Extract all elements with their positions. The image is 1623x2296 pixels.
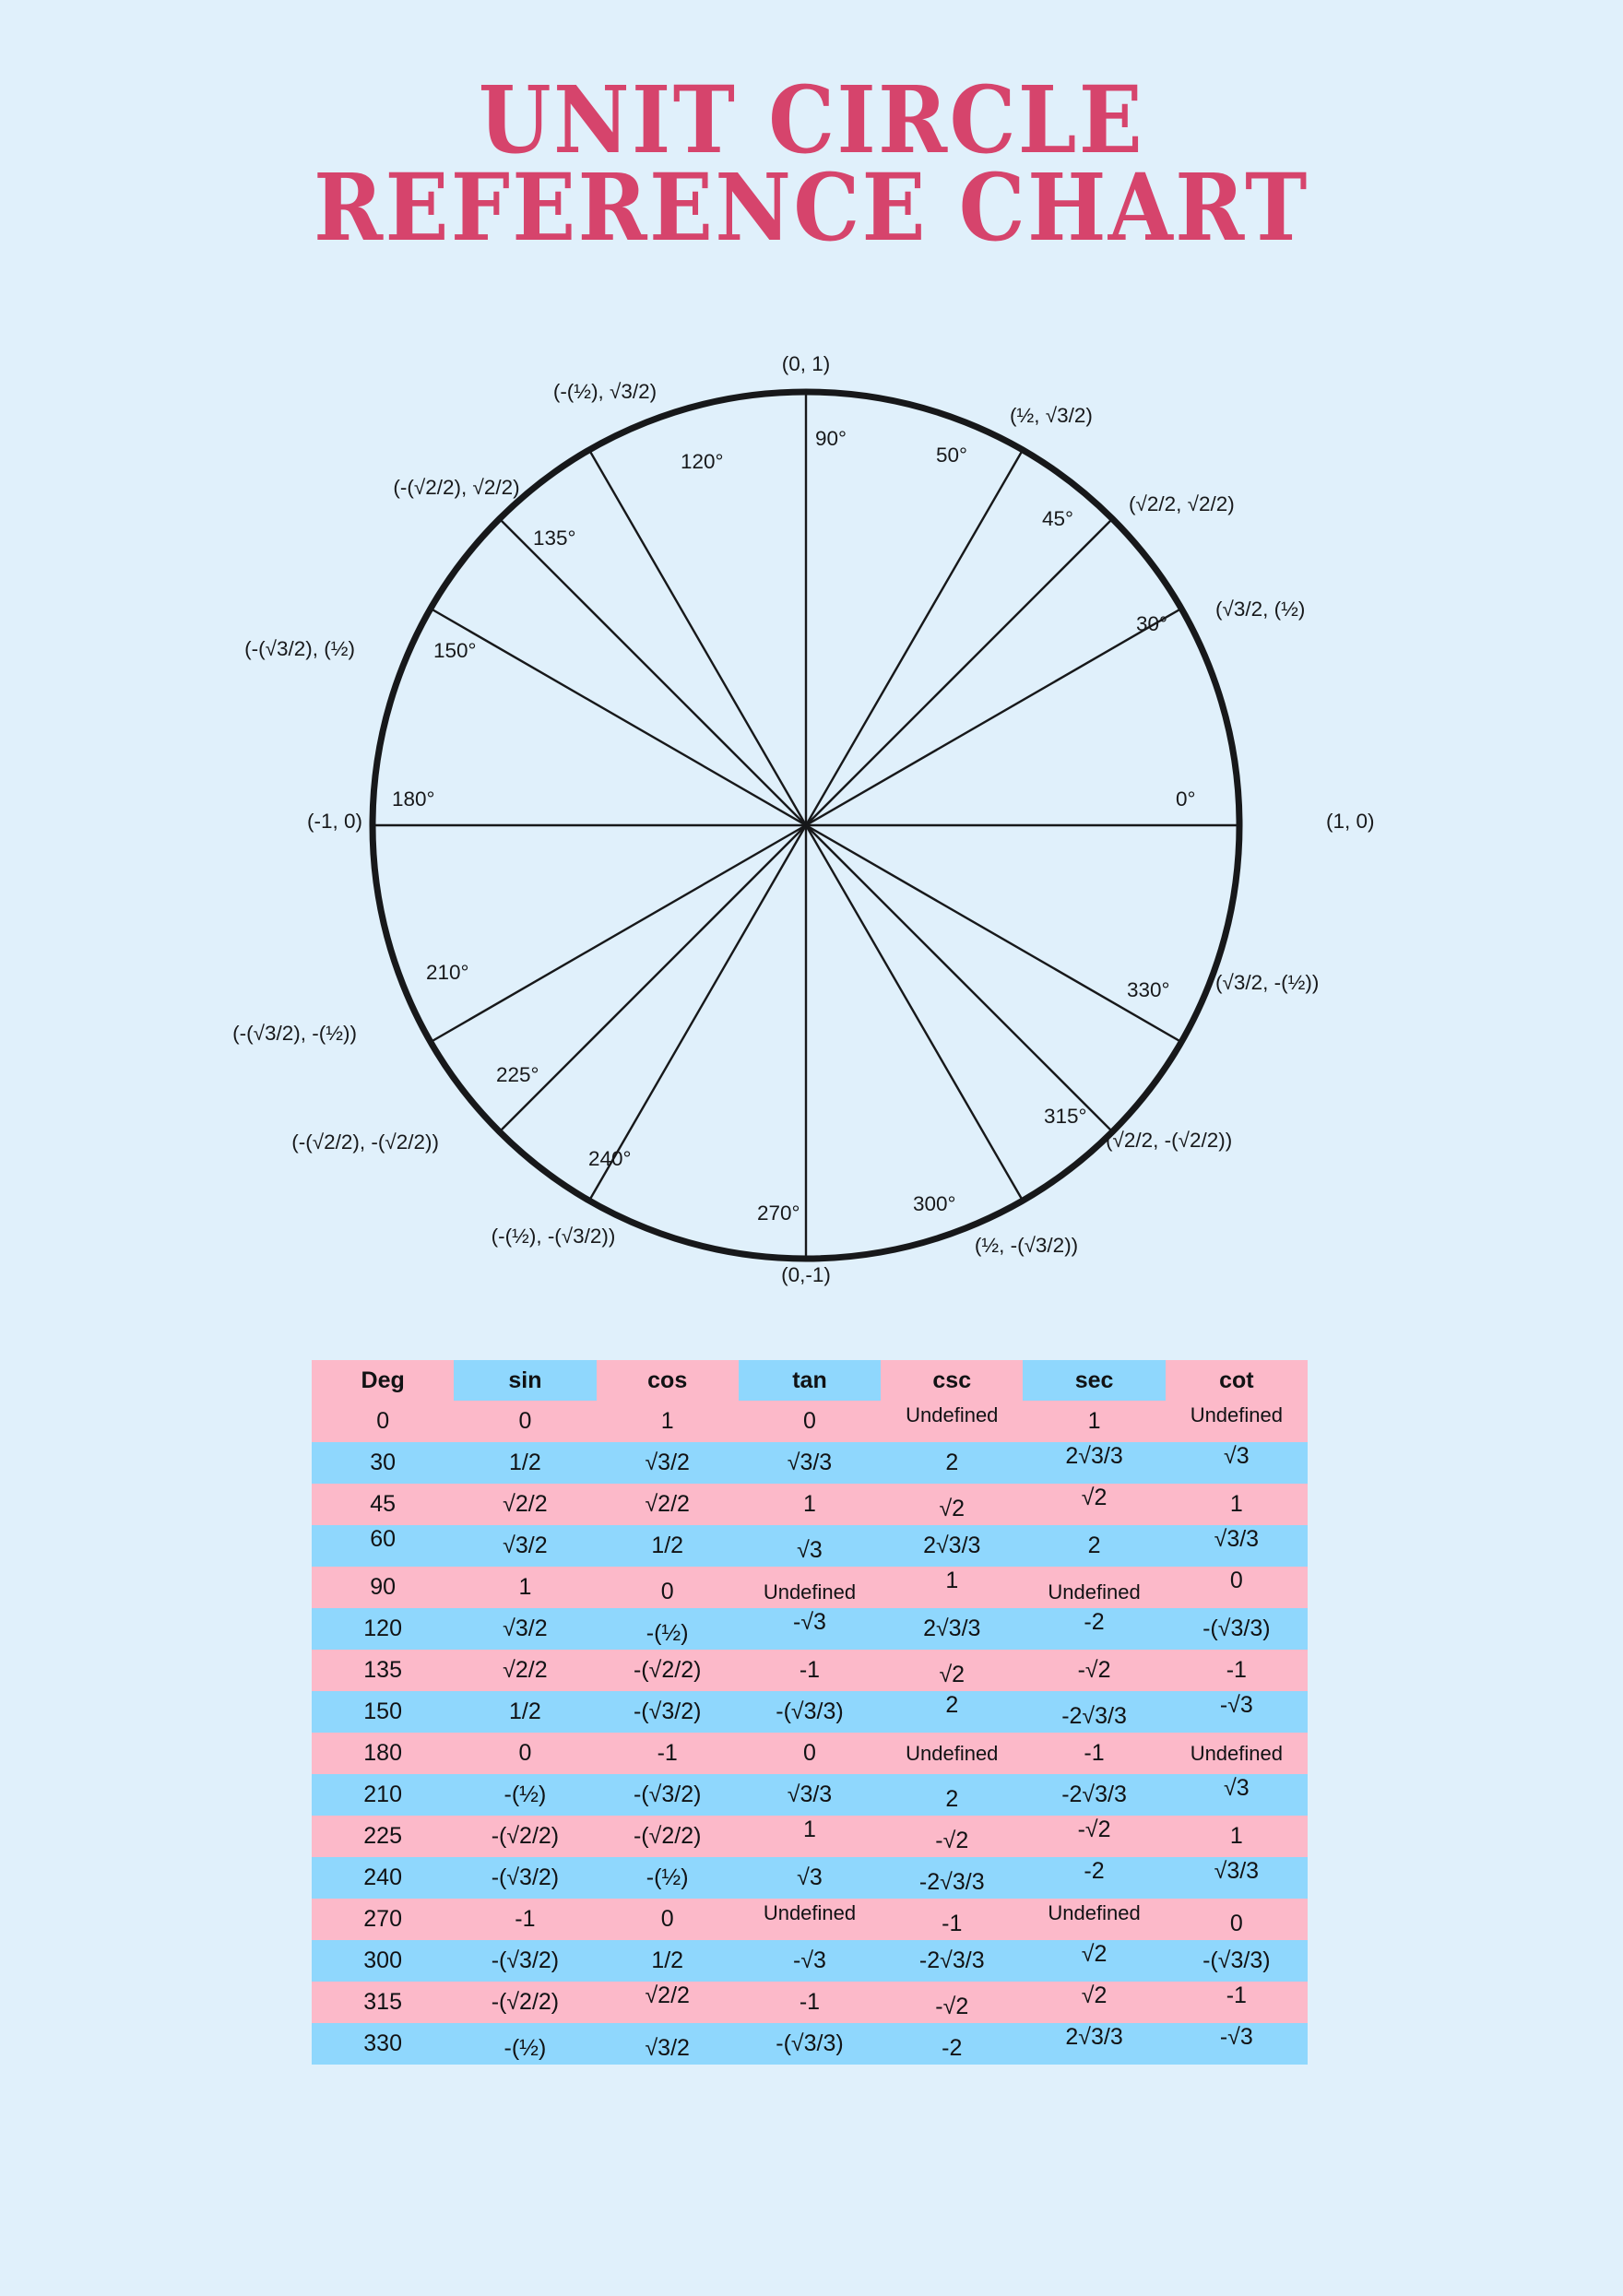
coordinate-label-30: (√3/2, (½) — [1215, 598, 1306, 621]
cell-sec-315 — [1023, 1982, 1165, 2023]
table-row — [312, 1525, 1308, 1567]
cell-value: Undefined — [1048, 1901, 1141, 1924]
cell-value: -1 — [1226, 1657, 1247, 1683]
cell-value: 0 — [518, 1740, 532, 1766]
cell-sin-240 — [454, 1857, 596, 1899]
cell-value: -2 — [942, 2035, 963, 2061]
degree-label-300: 300° — [913, 1192, 956, 1215]
cell-value: 2√3/3 — [923, 1615, 981, 1641]
cell-sec-120 — [1023, 1608, 1165, 1650]
cell-sec-60 — [1023, 1525, 1165, 1567]
cell-sec-210 — [1023, 1774, 1165, 1816]
cell-cos-180 — [597, 1733, 739, 1774]
table-row — [312, 1899, 1308, 1940]
cell-csc-90 — [881, 1567, 1023, 1608]
cell-cos-210 — [597, 1774, 739, 1816]
table-body — [312, 1401, 1308, 2065]
degree-label-270: 270° — [757, 1201, 800, 1225]
cell-tan-225 — [739, 1816, 881, 1857]
cell-cos-45 — [597, 1484, 739, 1525]
cell-sin-180 — [454, 1733, 596, 1774]
cell-deg-270 — [312, 1899, 454, 1940]
radius-line-240 — [589, 825, 806, 1201]
cell-value: 1 — [803, 1491, 816, 1517]
cell-value: -2 — [1084, 1858, 1105, 1884]
degree-label-315: 315° — [1044, 1105, 1087, 1128]
cell-csc-150 — [881, 1691, 1023, 1733]
cell-value: 0 — [1229, 1911, 1243, 1936]
cell-cot-210 — [1166, 1774, 1308, 1816]
cell-sin-135 — [454, 1650, 596, 1691]
cell-value: √3/3 — [787, 1450, 833, 1475]
cell-deg-45 — [312, 1484, 454, 1525]
cell-value: 240 — [363, 1864, 402, 1890]
cell-sin-30 — [454, 1442, 596, 1484]
cell-deg-225 — [312, 1816, 454, 1857]
coordinate-label-90: (0, 1) — [781, 352, 831, 375]
cell-cos-330 — [597, 2023, 739, 2065]
column-header-cot: cot — [1166, 1360, 1308, 1401]
cell-value: 2√3/3 — [1065, 2024, 1123, 2050]
cell-deg-60 — [312, 1525, 454, 1567]
cell-sin-120 — [454, 1608, 596, 1650]
radius-line-30 — [806, 609, 1181, 825]
cell-value: 120 — [363, 1615, 402, 1641]
cell-value: √2 — [1081, 1485, 1108, 1510]
cell-sin-225 — [454, 1816, 596, 1857]
cell-value: -(½) — [503, 2035, 547, 2061]
cell-value: -√3 — [1219, 2024, 1253, 2050]
degree-label-180: 180° — [392, 787, 435, 811]
cell-csc-240 — [881, 1857, 1023, 1899]
column-header-sin: sin — [454, 1360, 596, 1401]
cell-value: √3/2 — [645, 1450, 690, 1475]
cell-cos-240 — [597, 1857, 739, 1899]
cell-sec-30 — [1023, 1442, 1165, 1484]
cell-value: 180 — [363, 1740, 402, 1766]
cell-cot-300 — [1166, 1940, 1308, 1982]
coordinate-label-60: (½, √3/2) — [1010, 404, 1093, 427]
coordinate-label-150: (-(√3/2), (½) — [244, 637, 355, 660]
cell-cos-90 — [597, 1567, 739, 1608]
cell-sec-45 — [1023, 1484, 1165, 1525]
cell-sin-60 — [454, 1525, 596, 1567]
cell-value: -(√3/3) — [1202, 1947, 1271, 1973]
cell-value: 135 — [363, 1657, 402, 1683]
cell-value: √3/2 — [503, 1615, 548, 1641]
cell-value: 2 — [1087, 1533, 1101, 1558]
cell-sec-0 — [1023, 1401, 1165, 1442]
cell-value: 60 — [370, 1526, 397, 1552]
cell-csc-315 — [881, 1982, 1023, 2023]
coordinate-label-270: (0,-1) — [781, 1263, 831, 1286]
cell-value: -(√2/2) — [633, 1823, 702, 1849]
cell-value: 0 — [660, 1906, 674, 1932]
cell-value: 1 — [518, 1574, 532, 1600]
table-row — [312, 1567, 1308, 1608]
table-row — [312, 1982, 1308, 2023]
cell-sec-300 — [1023, 1940, 1165, 1982]
cell-tan-45 — [739, 1484, 881, 1525]
cell-value: 1 — [1087, 1408, 1101, 1434]
cell-sin-315 — [454, 1982, 596, 2023]
table-row — [312, 2023, 1308, 2065]
cell-sin-90 — [454, 1567, 596, 1608]
coordinate-label-180: (-1, 0) — [306, 810, 362, 833]
cell-csc-300 — [881, 1940, 1023, 1982]
cell-deg-150 — [312, 1691, 454, 1733]
cell-value: -(√3/3) — [776, 1698, 844, 1724]
cell-tan-150 — [739, 1691, 881, 1733]
cell-value: -(½) — [503, 1781, 547, 1807]
cell-value: -(√3/2) — [491, 1947, 560, 1973]
table-row — [312, 1401, 1308, 1442]
cell-deg-30 — [312, 1442, 454, 1484]
cell-sec-150 — [1023, 1691, 1165, 1733]
cell-value: -√2 — [935, 1828, 969, 1853]
cell-value: 0 — [660, 1579, 674, 1604]
cell-value: 225 — [363, 1823, 402, 1849]
table-row — [312, 1940, 1308, 1982]
cell-deg-300 — [312, 1940, 454, 1982]
cell-cos-0 — [597, 1401, 739, 1442]
table-row — [312, 1816, 1308, 1857]
cell-csc-210 — [881, 1774, 1023, 1816]
cell-value: 0 — [1229, 1568, 1243, 1593]
cell-cot-270 — [1166, 1899, 1308, 1940]
cell-value: -√2 — [1077, 1657, 1111, 1683]
cell-value: Undefined — [906, 1403, 999, 1426]
table-row — [312, 1774, 1308, 1816]
table-row — [312, 1733, 1308, 1774]
cell-value: -√3 — [1219, 1692, 1253, 1718]
cell-cot-90 — [1166, 1567, 1308, 1608]
column-header-csc: csc — [881, 1360, 1023, 1401]
cell-value: 210 — [363, 1781, 402, 1807]
cell-tan-135 — [739, 1650, 881, 1691]
cell-value: √3 — [797, 1864, 823, 1890]
cell-value: -2√3/3 — [918, 1947, 985, 1973]
cell-sin-330 — [454, 2023, 596, 2065]
table-row — [312, 1857, 1308, 1899]
degree-label-90: 90° — [815, 427, 847, 450]
cell-value: Undefined — [1048, 1580, 1141, 1604]
cell-cos-225 — [597, 1816, 739, 1857]
degree-label-135: 135° — [533, 527, 576, 550]
cell-value: 2√3/3 — [923, 1533, 981, 1558]
cell-value: -(√2/2) — [633, 1657, 702, 1683]
cell-value: -1 — [515, 1906, 536, 1932]
cell-value: 1/2 — [651, 1947, 684, 1973]
cell-cot-225 — [1166, 1816, 1308, 1857]
cell-deg-315 — [312, 1982, 454, 2023]
table-row — [312, 1650, 1308, 1691]
cell-tan-210 — [739, 1774, 881, 1816]
cell-value: -1 — [942, 1911, 963, 1936]
cell-value: √2 — [1081, 1982, 1108, 2008]
degree-label-210: 210° — [426, 961, 469, 984]
cell-value: 0 — [803, 1408, 816, 1434]
cell-value: √2/2 — [503, 1491, 548, 1517]
cell-sin-45 — [454, 1484, 596, 1525]
cell-cot-240 — [1166, 1857, 1308, 1899]
cell-sin-300 — [454, 1940, 596, 1982]
column-header-cos: cos — [597, 1360, 739, 1401]
cell-value: -(√3/3) — [1202, 1615, 1271, 1641]
cell-tan-90 — [739, 1567, 881, 1608]
title-line-2: REFERENCE CHART — [314, 155, 1309, 263]
degree-label-30: 30° — [1136, 612, 1168, 635]
cell-csc-330 — [881, 2023, 1023, 2065]
cell-value: 1/2 — [509, 1698, 541, 1724]
cell-value: 90 — [370, 1574, 397, 1600]
radius-line-330 — [806, 825, 1181, 1042]
cell-tan-120 — [739, 1608, 881, 1650]
cell-value: -1 — [1226, 1982, 1247, 2008]
cell-tan-330 — [739, 2023, 881, 2065]
cell-value: 1/2 — [651, 1533, 684, 1558]
cell-cos-30 — [597, 1442, 739, 1484]
cell-value: 2 — [945, 1786, 959, 1812]
cell-value: -√3 — [793, 1947, 826, 1973]
radius-line-45 — [806, 519, 1112, 825]
cell-value: Undefined — [1190, 1403, 1283, 1426]
degree-label-120: 120° — [681, 450, 724, 473]
cell-value: -2√3/3 — [918, 1869, 985, 1895]
coordinate-label-330: (√3/2, -(½)) — [1215, 971, 1320, 994]
radius-line-135 — [500, 519, 806, 825]
cell-cos-60 — [597, 1525, 739, 1567]
cell-deg-240 — [312, 1857, 454, 1899]
radius-line-210 — [431, 825, 806, 1042]
cell-sec-225 — [1023, 1816, 1165, 1857]
cell-value: 270 — [363, 1906, 402, 1932]
column-header-tan: tan — [739, 1360, 881, 1401]
cell-cot-0 — [1166, 1401, 1308, 1442]
cell-csc-135 — [881, 1650, 1023, 1691]
cell-value: -1 — [657, 1740, 678, 1766]
cell-value: -√3 — [793, 1609, 826, 1635]
degree-label-150: 150° — [433, 639, 477, 662]
cell-tan-315 — [739, 1982, 881, 2023]
cell-value: 0 — [518, 1408, 532, 1434]
cell-value: -(√3/2) — [633, 1781, 702, 1807]
degree-label-60: 50° — [936, 444, 968, 467]
cell-value: √3/3 — [787, 1781, 833, 1807]
cell-value: 30 — [370, 1450, 397, 1475]
cell-value: Undefined — [1190, 1742, 1283, 1765]
table-header-row — [312, 1360, 1308, 1401]
table-header — [312, 1360, 1308, 1401]
cell-sec-270 — [1023, 1899, 1165, 1940]
cell-value: √2/2 — [645, 1982, 690, 2008]
cell-csc-180 — [881, 1733, 1023, 1774]
cell-value: -1 — [799, 1657, 821, 1683]
cell-deg-0 — [312, 1401, 454, 1442]
cell-value: √2/2 — [645, 1491, 690, 1517]
cell-value: -(√3/3) — [776, 2030, 844, 2056]
cell-csc-225 — [881, 1816, 1023, 1857]
column-header-deg: Deg — [312, 1360, 454, 1401]
cell-value: 1 — [660, 1408, 674, 1434]
cell-cot-45 — [1166, 1484, 1308, 1525]
coordinate-label-300: (½, -(√3/2)) — [974, 1234, 1079, 1257]
table-row — [312, 1484, 1308, 1525]
cell-cot-60 — [1166, 1525, 1308, 1567]
cell-tan-0 — [739, 1401, 881, 1442]
cell-cos-120 — [597, 1608, 739, 1650]
cell-value: √3/2 — [503, 1533, 548, 1558]
cell-value: -(√2/2) — [491, 1989, 560, 2015]
radius-line-120 — [589, 450, 806, 825]
coordinate-label-225: (-(√2/2), -(√2/2)) — [291, 1130, 439, 1154]
cell-csc-45 — [881, 1484, 1023, 1525]
cell-value: 300 — [363, 1947, 402, 1973]
cell-value: -2√3/3 — [1061, 1703, 1127, 1729]
cell-cos-270 — [597, 1899, 739, 1940]
cell-tan-300 — [739, 1940, 881, 1982]
cell-csc-0 — [881, 1401, 1023, 1442]
cell-sin-0 — [454, 1401, 596, 1442]
cell-tan-60 — [739, 1525, 881, 1567]
cell-sec-135 — [1023, 1650, 1165, 1691]
cell-value: Undefined — [763, 1580, 857, 1604]
cell-tan-270 — [739, 1899, 881, 1940]
title-line-1: UNIT CIRCLE — [478, 67, 1145, 175]
cell-value: -√2 — [935, 1994, 969, 2019]
cell-value: 0 — [376, 1408, 390, 1434]
cell-value: 2 — [945, 1450, 959, 1475]
radius-line-225 — [500, 825, 806, 1131]
coordinate-label-135: (-(√2/2), √2/2) — [393, 476, 520, 499]
cell-value: -(√3/2) — [491, 1864, 560, 1890]
cell-value: 0 — [803, 1740, 816, 1766]
cell-value: √2/2 — [503, 1657, 548, 1683]
cell-value: √3 — [1224, 1443, 1250, 1469]
cell-value: -(√3/2) — [633, 1698, 702, 1724]
degree-label-0: 0° — [1176, 787, 1196, 811]
trig-values-table — [312, 1360, 1308, 2065]
cell-sin-210 — [454, 1774, 596, 1816]
coordinate-label-45: (√2/2, √2/2) — [1129, 492, 1235, 515]
cell-value: √3/3 — [1214, 1858, 1260, 1884]
cell-value: -2 — [1084, 1609, 1105, 1635]
cell-cot-315 — [1166, 1982, 1308, 2023]
cell-csc-120 — [881, 1608, 1023, 1650]
cell-value: √2 — [939, 1496, 966, 1521]
degree-label-45: 45° — [1042, 507, 1074, 530]
cell-value: 2 — [945, 1692, 959, 1718]
cell-value: -1 — [1084, 1740, 1105, 1766]
cell-cot-120 — [1166, 1608, 1308, 1650]
cell-value: √3/2 — [645, 2035, 690, 2061]
cell-cot-30 — [1166, 1442, 1308, 1484]
coordinate-label-315: (√2/2, -(√2/2)) — [1106, 1129, 1233, 1152]
cell-sin-150 — [454, 1691, 596, 1733]
cell-value: -2√3/3 — [1061, 1781, 1127, 1807]
cell-deg-210 — [312, 1774, 454, 1816]
cell-value: -(½) — [646, 1620, 689, 1646]
cell-value: 315 — [363, 1989, 402, 2015]
coordinate-label-0: (1, 0) — [1326, 810, 1375, 833]
cell-value: √2 — [1081, 1941, 1108, 1967]
cell-cos-135 — [597, 1650, 739, 1691]
cell-deg-180 — [312, 1733, 454, 1774]
cell-cos-300 — [597, 1940, 739, 1982]
cell-sec-180 — [1023, 1733, 1165, 1774]
cell-cot-180 — [1166, 1733, 1308, 1774]
cell-deg-90 — [312, 1567, 454, 1608]
cell-tan-240 — [739, 1857, 881, 1899]
cell-csc-270 — [881, 1899, 1023, 1940]
cell-tan-180 — [739, 1733, 881, 1774]
cell-sec-240 — [1023, 1857, 1165, 1899]
cell-value: 1 — [1229, 1823, 1243, 1849]
cell-value: 45 — [370, 1491, 397, 1517]
coordinate-label-240: (-(½), -(√3/2)) — [491, 1225, 616, 1248]
cell-sec-90 — [1023, 1567, 1165, 1608]
cell-csc-60 — [881, 1525, 1023, 1567]
cell-value: 1 — [803, 1817, 816, 1842]
cell-value: 330 — [363, 2030, 402, 2056]
table-row — [312, 1691, 1308, 1733]
cell-cot-150 — [1166, 1691, 1308, 1733]
table-row — [312, 1608, 1308, 1650]
coordinate-label-210: (-(√3/2), -(½)) — [232, 1022, 357, 1045]
degree-label-240: 240° — [588, 1147, 632, 1170]
cell-value: √3 — [797, 1537, 823, 1563]
radius-line-150 — [431, 609, 806, 825]
cell-deg-135 — [312, 1650, 454, 1691]
cell-value: 2√3/3 — [1065, 1443, 1123, 1469]
column-header-sec: sec — [1023, 1360, 1165, 1401]
cell-value: √3 — [1224, 1775, 1250, 1801]
coordinate-label-120: (-(½), √3/2) — [552, 380, 657, 403]
cell-value: 150 — [363, 1698, 402, 1724]
radius-line-60 — [806, 450, 1023, 825]
cell-value: -(√2/2) — [491, 1823, 560, 1849]
degree-label-225: 225° — [496, 1063, 539, 1086]
cell-value: -(½) — [646, 1864, 689, 1890]
cell-cos-150 — [597, 1691, 739, 1733]
cell-value: 1/2 — [509, 1450, 541, 1475]
cell-csc-30 — [881, 1442, 1023, 1484]
cell-cot-135 — [1166, 1650, 1308, 1691]
cell-value: 1 — [945, 1568, 959, 1593]
cell-value: -1 — [799, 1989, 821, 2015]
cell-deg-120 — [312, 1608, 454, 1650]
cell-tan-30 — [739, 1442, 881, 1484]
cell-value: Undefined — [906, 1742, 999, 1765]
cell-value: 1 — [1229, 1491, 1243, 1517]
cell-value: √2 — [939, 1662, 966, 1687]
degree-label-330: 330° — [1127, 978, 1170, 1001]
cell-value: Undefined — [763, 1901, 857, 1924]
cell-value: -√2 — [1077, 1817, 1111, 1842]
cell-cos-315 — [597, 1982, 739, 2023]
cell-value: √3/3 — [1214, 1526, 1260, 1552]
cell-deg-330 — [312, 2023, 454, 2065]
cell-sec-330 — [1023, 2023, 1165, 2065]
table-row — [312, 1442, 1308, 1484]
cell-cot-330 — [1166, 2023, 1308, 2065]
cell-sin-270 — [454, 1899, 596, 1940]
radius-line-315 — [806, 825, 1112, 1131]
radius-line-300 — [806, 825, 1023, 1201]
